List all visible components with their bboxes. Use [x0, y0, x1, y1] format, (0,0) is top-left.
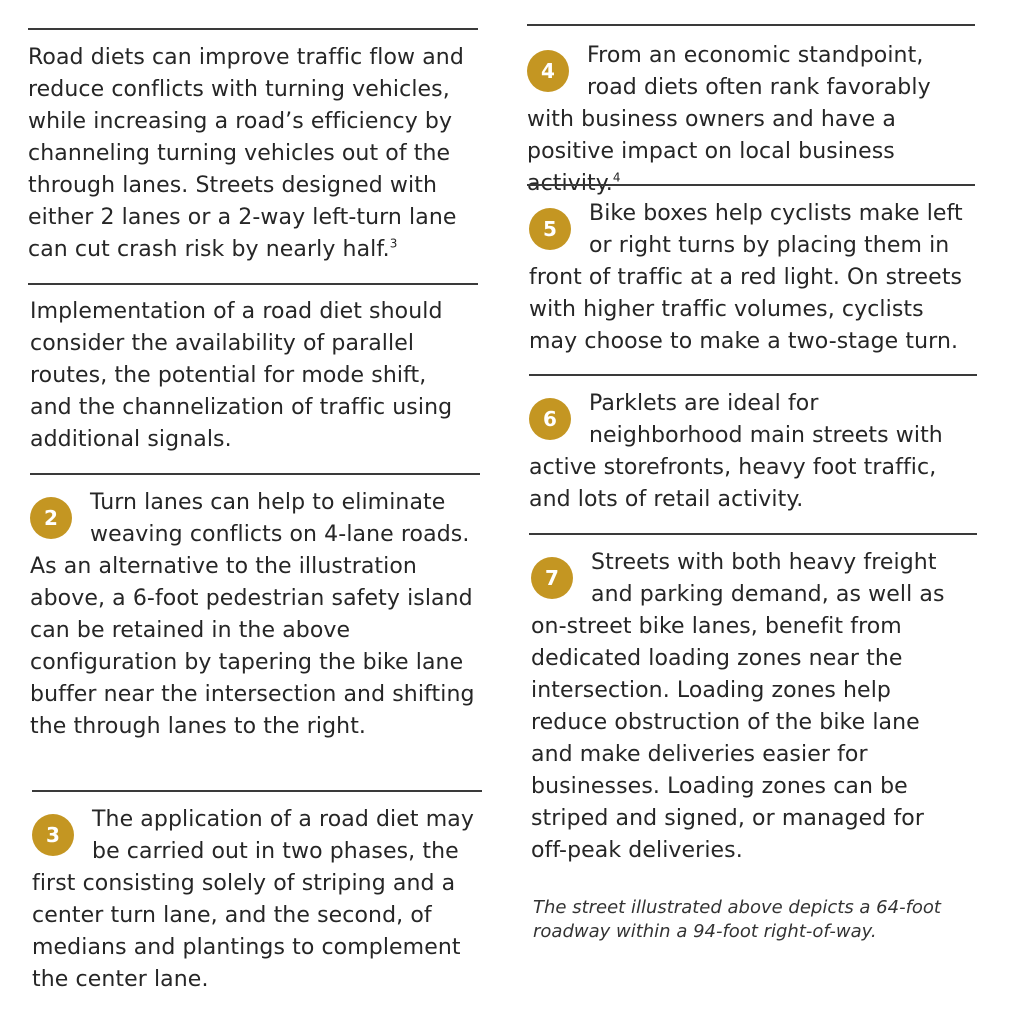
note-3-text: The application of a road diet may be carried out in two phases, the first consisting solely of striping and a center turn lane, and the second, of medians and plantings to complement the center lane. [32, 807, 474, 992]
note-4 [527, 40, 973, 200]
divider [529, 374, 977, 376]
divider [32, 790, 482, 792]
footnote-marker: 4 [612, 170, 621, 185]
paragraph-road-diets-traffic-flow: Road diets can improve traffic flow and reduce conflicts with turning vehicles, while increasing a road’s efficiency by channeling turning vehicles out of the through lanes. Streets designed with either 2 lanes or a 2-way left-turn lane can cut crash risk by nearly half.$^3$ [28, 45, 464, 262]
number-badge-7: 7 [531, 557, 573, 599]
divider [527, 24, 975, 26]
note-6-text: Parklets are ideal for neighborhood main streets with active storefronts, heavy foot traffic, and lots of retail activity. [529, 391, 943, 512]
note-6 [529, 388, 973, 516]
divider [527, 184, 975, 186]
divider [28, 283, 478, 285]
divider [28, 28, 478, 30]
note-7-text: Streets with both heavy freight and parking demand, as well as on-street bike lanes, benefit from dedicated loading zones near the intersection. Loading zones help reduce obstruction of the bike lane and make deliveries easier for businesses. Loading zones can be striped and signed, or managed for off-peak deliveries. [531, 550, 945, 863]
paragraph-implementation: Implementation of a road diet should consider the availability of parallel routes, the potential for mode shift, and the channelization of traffic using additional signals. [30, 299, 453, 452]
note-7 [531, 547, 953, 867]
note-3 [32, 804, 478, 996]
number-badge-6: 6 [529, 398, 571, 440]
note-2 [30, 487, 478, 743]
note-4-text: From an economic standpoint, road diets often rank favorably with business owners and have a positive impact on local business activity. [527, 43, 931, 196]
number-badge-4: 4 [527, 50, 569, 92]
note-5-text: Bike boxes help cyclists make left or right turns by placing them in front of traffic at a red light. On streets with higher traffic volumes, cyclists may choose to make a two-stage turn. [529, 201, 963, 354]
divider [529, 533, 977, 535]
note-5 [529, 198, 973, 358]
number-badge-5: 5 [529, 208, 571, 250]
note-2-text: Turn lanes can help to eliminate weaving conflicts on 4-lane roads. As an alternative to the illustration above, a 6-foot pedestrian safety island can be retained in the above configuration by tapering the bike lane buffer near the intersection and shifting the through lanes to the right. [30, 490, 475, 739]
divider [30, 473, 480, 475]
footnote-marker: 3 [389, 236, 398, 251]
number-badge-2: 2 [30, 497, 72, 539]
number-badge-3: 3 [32, 814, 74, 856]
illustration-caption: The street illustrated above depicts a 64-foot roadway within a 94-foot right-of-way. [533, 897, 941, 942]
